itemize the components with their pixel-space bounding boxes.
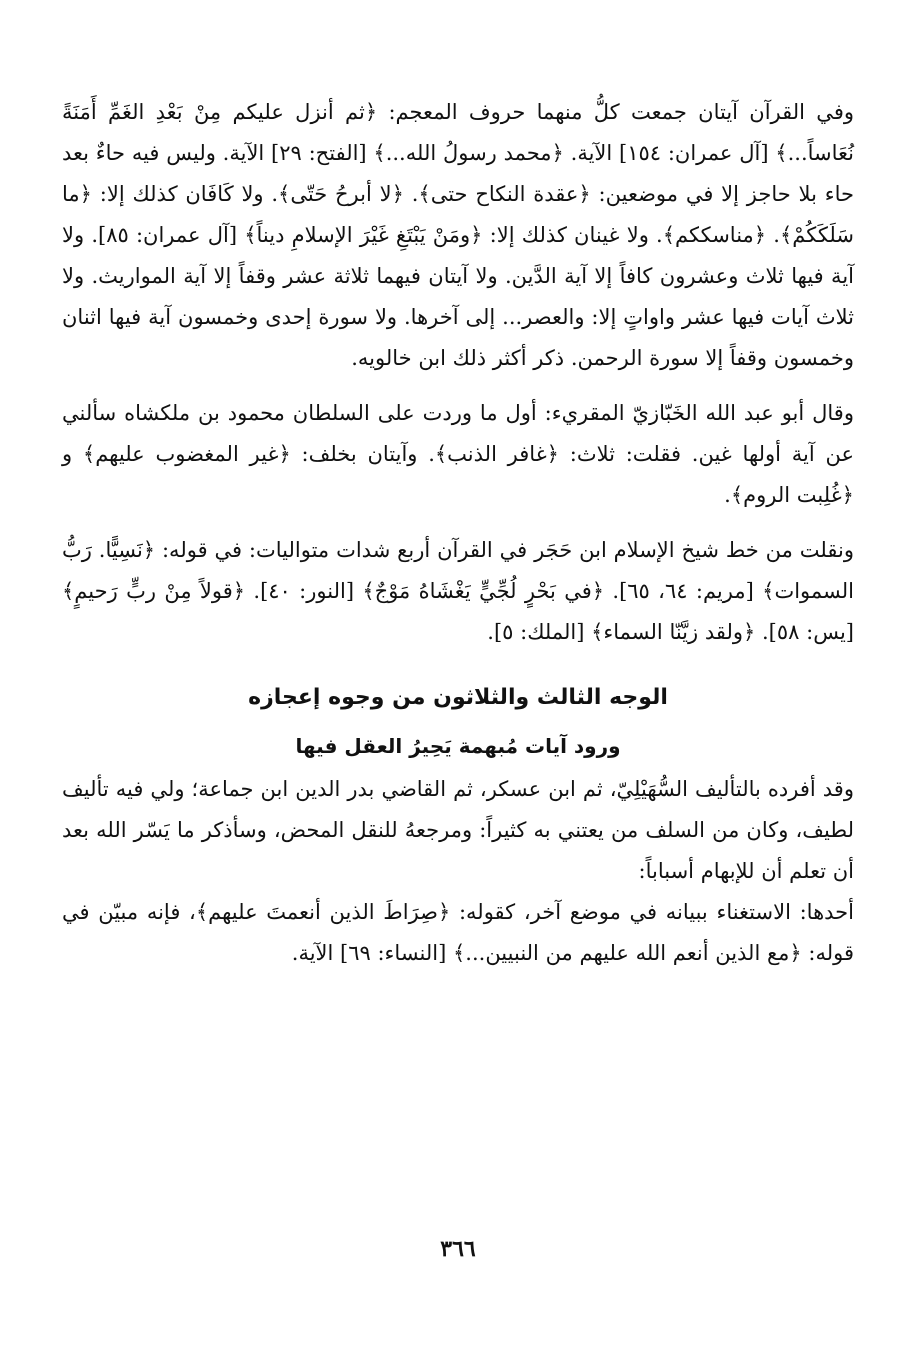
page-number: ٣٦٦ <box>440 1236 476 1262</box>
section-spacer <box>62 653 854 673</box>
paragraph-khabbazi: وقال أبو عبد الله الخَبّازيّ المقريء: أول ما وردت على السلطان محمود بن ملكشاه سألني عن آية أولها غين. فقلت: ثلاث: ﴿غافر الذنب﴾. وآيتان بخلف: ﴿غير المغضوب عليهم﴾ و ﴿غُلِبت الروم﴾. <box>62 401 854 507</box>
paragraph-authors: وقد أفرده بالتأليف السُّهَيْلِيّ، ثم ابن عسكر، ثم القاضي بدر الدين ابن جماعة؛ ولي فيه تأليف لطيف، وكان من السلف من يعتني به كثيراً: ومرجعهُ للنقل المحض، وسأذكر ما يَسّر الله بعد أن تعلم أن للإبهام أسباباً: <box>62 777 854 883</box>
paragraph-spacer <box>62 379 854 393</box>
paragraph-first-reason: أحدها: الاستغناء ببيانه في موضع آخر، كقوله: ﴿صِرَاطَ الذين أنعمتَ عليهم﴾، فإنه مبيّن في قوله: ﴿مع الذين أنعم الله عليهم من النبيين...﴾ [النساء: ٦٩] الآية. <box>62 900 854 965</box>
paragraph-quran-letters: وفي القرآن آيتان جمعت كلُّ منهما حروف المعجم: ﴿ثم أنزل عليكم مِنْ بَعْدِ الغَمِّ أَمَنَةً نُعَاساً...﴾ [آل عمران: ١٥٤] الآية. ﴿محمد رسولُ الله...﴾ [الفتح: ٢٩] الآية. وليس فيه حاءٌ بعد حاء بلا حاجز إلا في موضعين: ﴿عقدة النكاح حتى﴾. ﴿لا أبرحُ حَتّى﴾. ولا كَافَان كذلك إلا: ﴿ما سَلَكَكُمْ﴾. ﴿مناسككم﴾. ولا غينان كذلك إلا: ﴿ومَنْ يَبْتَغِ غَيْرَ الإسلامِ ديناً﴾ [آل عمران: ٨٥]. ولا آية فيها ثلاث وعشرون كافاً إلا آية الدَّين. ولا آيتان فيهما ثلاثة عشر وقفاً إلا آية المواريث. ولا ثلاث آيات فيها عشر واواتٍ إلا: والعصر... إلى آخرها. ولا سورة إحدى وخمسون آية فيها اثنان وخمسون وقفاً إلا سورة الرحمن. ذكر أكثر ذلك ابن خالويه. <box>62 100 854 370</box>
section-heading: الوجه الثالث والثلاثون من وجوه إعجازه <box>248 685 668 710</box>
paragraph-ibn-hajar: ونقلت من خط شيخ الإسلام ابن حَجَر في القرآن أربع شدات متواليات: في قوله: ﴿نَسِيًّا. رَبُّ السموات﴾ [مريم: ٦٤، ٦٥]. ﴿في بَحْرٍ لُجِّيٍّ يَغْشَاهُ مَوْجٌ﴾ [النور: ٤٠]. ﴿قولاً مِنْ ربٍّ رَحيمٍ﴾ [يس: ٥٨]. ﴿ولقد زيَّنّا السماء﴾ [الملك: ٥]. <box>62 538 854 644</box>
section-subheading: ورود آيات مُبهمة يَحِيرُ العقل فيها <box>295 734 621 758</box>
paragraph-spacer <box>62 516 854 530</box>
